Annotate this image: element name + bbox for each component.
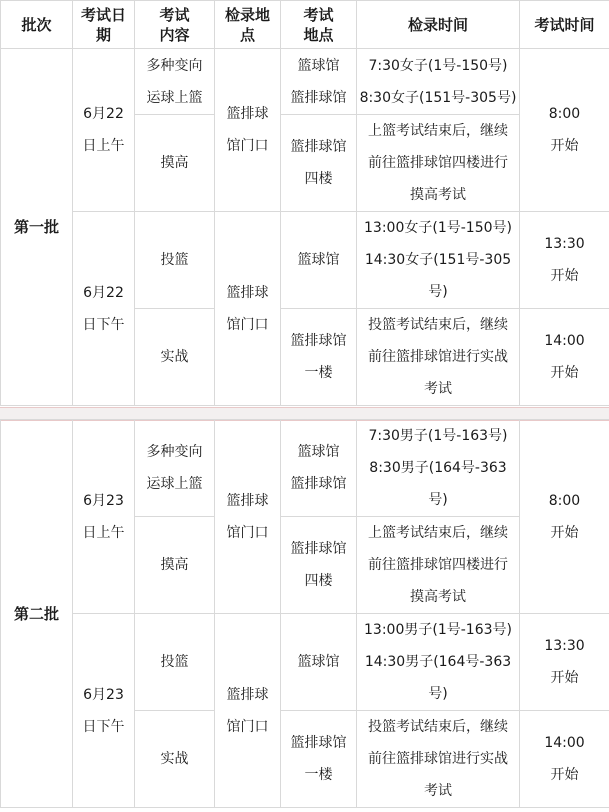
header-row [1, 1, 609, 49]
exam-content: 摸高 [135, 517, 215, 614]
exam-place: 篮球馆 [281, 614, 357, 711]
exam-start-time: 13:30 开始 [520, 614, 609, 711]
checkin-time: 7:30男子(1号-163号) 8:30男子(164号-363 号) [357, 420, 520, 517]
table-row [1, 212, 609, 309]
checkin-place: 篮排球 馆门口 [215, 49, 281, 212]
exam-content: 实战 [135, 309, 215, 406]
header-checkin-time: 检录时间 [357, 1, 520, 49]
exam-place: 篮排球馆 四楼 [281, 115, 357, 212]
checkin-time: 13:00男子(1号-163号) 14:30男子(164号-363 号) [357, 614, 520, 711]
exam-date: 6月22 日上午 [73, 49, 135, 212]
checkin-time: 上篮考试结束后，继续 前往篮排球馆四楼进行 摸高考试 [357, 115, 520, 212]
header-date: 考试日 期 [73, 1, 135, 49]
table-row [1, 49, 609, 115]
exam-content: 多种变向 运球上篮 [135, 49, 215, 115]
batch-name: 第二批 [1, 420, 73, 808]
exam-date: 6月22 日下午 [73, 212, 135, 406]
exam-content: 投篮 [135, 614, 215, 711]
exam-place: 篮排球馆 一楼 [281, 309, 357, 406]
header-batch: 批次 [1, 1, 73, 49]
checkin-place: 篮排球 馆门口 [215, 614, 281, 808]
table-row [1, 614, 609, 711]
header-exam-time: 考试时间 [520, 1, 609, 49]
checkin-time: 上篮考试结束后，继续 前往篮排球馆四楼进行 摸高考试 [357, 517, 520, 614]
exam-start-time: 14:00 开始 [520, 309, 609, 406]
checkin-place: 篮排球 馆门口 [215, 420, 281, 614]
checkin-time: 7:30女子(1号-150号) 8:30女子(151号-305号) [357, 49, 520, 115]
checkin-time: 投篮考试结束后，继续 前往篮排球馆进行实战 考试 [357, 309, 520, 406]
exam-date: 6月23 日上午 [73, 420, 135, 614]
exam-content: 多种变向 运球上篮 [135, 420, 215, 517]
header-content: 考试 内容 [135, 1, 215, 49]
exam-start-time: 8:00 开始 [520, 49, 609, 212]
exam-place: 篮球馆 篮排球馆 [281, 49, 357, 115]
table-row [1, 420, 609, 517]
header-checkin-place: 检录地 点 [215, 1, 281, 49]
exam-content: 投篮 [135, 212, 215, 309]
checkin-time: 13:00女子(1号-150号) 14:30女子(151号-305 号) [357, 212, 520, 309]
header-exam-place: 考试 地点 [281, 1, 357, 49]
exam-start-time: 13:30 开始 [520, 212, 609, 309]
exam-place: 篮排球馆 四楼 [281, 517, 357, 614]
schedule-table-batch-2 [0, 419, 609, 808]
exam-start-time: 8:00 开始 [520, 420, 609, 614]
exam-start-time: 14:00 开始 [520, 711, 609, 808]
exam-date: 6月23 日下午 [73, 614, 135, 808]
exam-place: 篮球馆 篮排球馆 [281, 420, 357, 517]
exam-place: 篮球馆 [281, 212, 357, 309]
batch-name: 第一批 [1, 49, 73, 406]
exam-content: 实战 [135, 711, 215, 808]
exam-place: 篮排球馆 一楼 [281, 711, 357, 808]
exam-content: 摸高 [135, 115, 215, 212]
checkin-time: 投篮考试结束后，继续 前往篮排球馆进行实战 考试 [357, 711, 520, 808]
checkin-place: 篮排球 馆门口 [215, 212, 281, 406]
